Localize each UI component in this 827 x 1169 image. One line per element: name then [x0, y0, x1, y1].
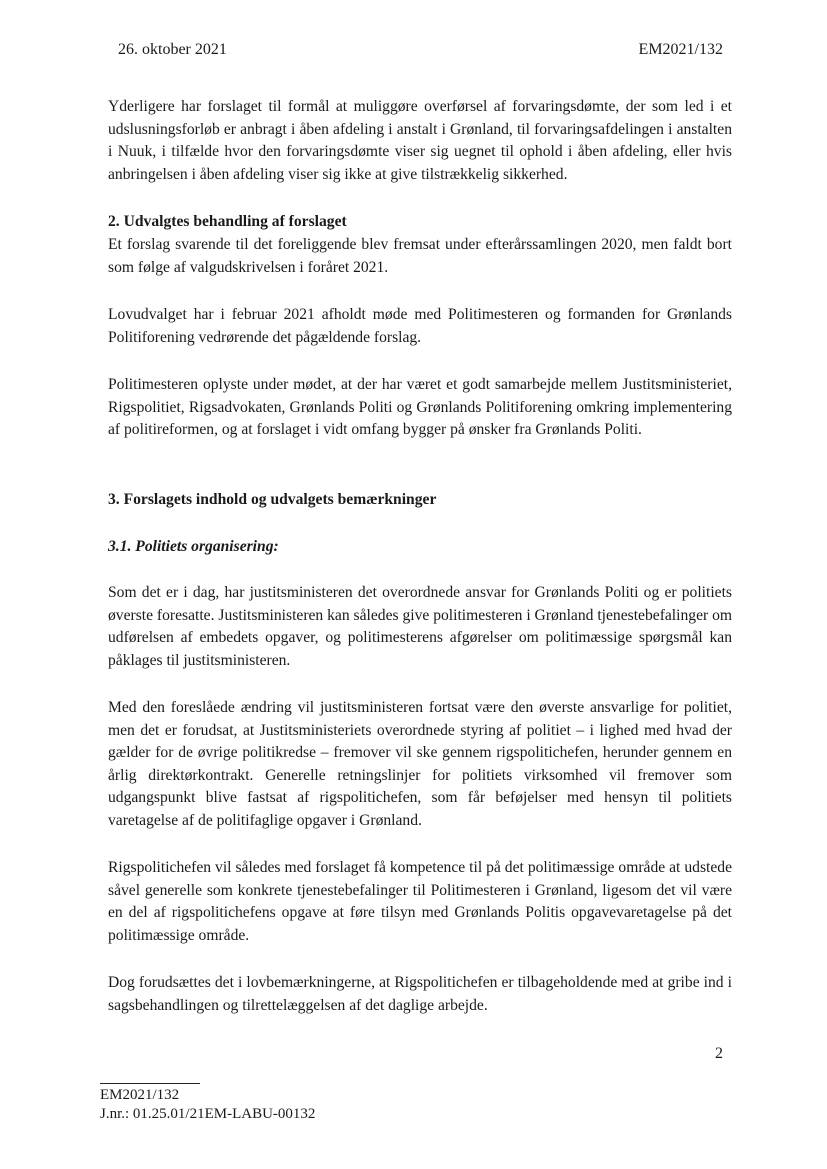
- footer-divider: [100, 1083, 200, 1084]
- section-2-paragraph-1: Et forslag svarende til det foreliggende blev fremsat under efterårssamlingen 2020, men faldt bort som følge af valgudskrivelsen i foråret 2021.: [108, 236, 732, 276]
- section-3-paragraph-4: Dog forudsættes det i lovbemærkningerne, at Rigspolitichefen er tilbageholdende med at gribe ind i sagsbehandlingen og tilrettelæggelsen af det daglige arbejde.: [108, 974, 732, 1014]
- section-2-paragraph-2: Lovudvalget har i februar 2021 afholdt møde med Politimesteren og formanden for Grønlands Politiforening vedrørende det pågældende forslag.: [108, 306, 732, 346]
- section-3-paragraph-2: Med den foreslåede ændring vil justitsministeren fortsat være den øverste ansvarlige for politiet, men det er forudsat, at Justitsministeriets overordnede styring af politiet – i lighed med hvad der gælder for de øvrige politikredse – fremover vil ske gennem rigspolitichefen, herunder gennem en årlig direktørkontrakt. Generelle retningslinjer for politiets virksomhed vil fremover som udgangspunkt blive fastsat af rigspolitichefen, som får beføjelser med hensyn til politiets varetagelse af de politifaglige opgaver i Grønland.: [108, 699, 732, 829]
- page-number: 2: [715, 1045, 723, 1062]
- intro-paragraph: Yderligere har forslaget til formål at muliggøre overførsel af forvaringsdømte, der som led i et udslusningsforløb er anbragt i åben afdeling i anstalt i Grønland, til forvaringsafdelingen i anstalten i Nuuk, i tilfælde hvor den forvaringsdømte viser sig uegnet til ophold i åben afdeling, eller hvis anbringelsen i åben afdeling viser sig ikke at give tilstrækkelig sikkerhed.: [108, 98, 732, 183]
- section-3-paragraph-3: Rigspolitichefen vil således med forslaget få kompetence til på det politimæssige område at udstede såvel generelle som konkrete tjenestebefalinger til Politimesteren i Grønland, ligesom det vil være en del af rigspolitichefens opgave at føre tilsyn med Grønlands Politis opgavevaretagelse på det politimæssige område.: [108, 859, 732, 944]
- section-3-1-heading: 3.1. Politiets organisering:: [108, 538, 279, 555]
- footer-journal-number: J.nr.: 01.25.01/21EM-LABU-00132: [100, 1106, 316, 1122]
- footer-block: [100, 1086, 315, 1124]
- footer-reference: EM2021/132: [100, 1087, 180, 1103]
- section-2-paragraph-3: Politimesteren oplyste under mødet, at der har været et godt samarbejde mellem Justitsministeriet, Rigspolitiet, Rigsadvokaten, Grønlands Politi og Grønlands Politiforening omkring implementering af politireformen, og at forslaget i vidt omfang bygger på ønsker fra Grønlands Politi.: [108, 376, 732, 438]
- section-3-heading: 3. Forslagets indhold og udvalgets bemærkninger: [108, 491, 437, 508]
- section-2-heading: 2. Udvalgtes behandling af forslaget: [108, 213, 347, 230]
- section-3-paragraph-1: Som det er i dag, har justitsministeren det overordnede ansvar for Grønlands Politi og er politiets øverste foresatte. Justitsministeren kan således give politimesteren i Grønland tjenestebefalinger om udførelsen af embedets opgaver, og politimesterens afgørelser om politimæssige spørgsmål kan påklages til justitsministeren.: [108, 584, 733, 669]
- header-reference: EM2021/132: [638, 41, 723, 58]
- header-date: 26. oktober 2021: [118, 41, 227, 58]
